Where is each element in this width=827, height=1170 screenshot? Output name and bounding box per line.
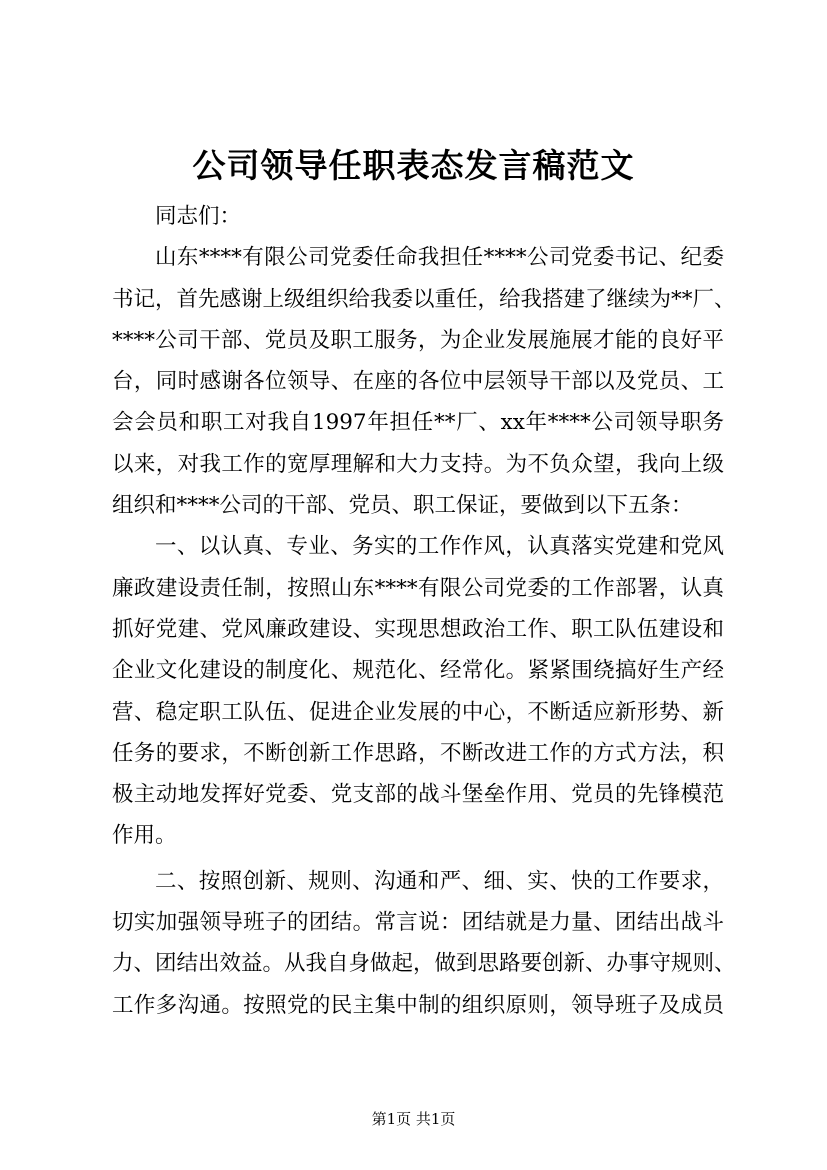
paragraph-line: 以来，对我工作的宽厚理解和大力支持。为不负众望，我向上级 (112, 451, 724, 477)
paragraph-line: 极主动地发挥好党委、党支部的战斗堡垒作用、党员的先锋模范 (112, 782, 724, 808)
paragraph-line: 台，同时感谢各位领导、在座的各位中层领导干部以及党员、工 (112, 369, 724, 395)
paragraph-line: 组织和****公司的干部、党员、职工保证，要做到以下五条： (112, 493, 693, 519)
paragraph-line: 山东****有限公司党委任命我担任****公司党委书记、纪委 (155, 245, 724, 271)
paragraph-line: 廉政建设责任制，按照山东****有限公司党委的工作部署，认真 (112, 575, 724, 601)
paragraph-line: 力、团结出效益。从我自身做起，做到思路要创新、办事守规则、 (112, 951, 736, 977)
page-footer: 第1页 共1页 (371, 1110, 456, 1128)
paragraph-line: 作用。 (112, 823, 177, 849)
paragraph-line: 营、稳定职工队伍、促进企业发展的中心，不断适应新形势、新 (112, 699, 724, 725)
document-body (112, 196, 736, 1026)
paragraph-line: 抓好党建、党风廉政建设、实现思想政治工作、职工队伍建设和 (112, 616, 724, 642)
paragraph-line: 书记，首先感谢上级组织给我委以重任，给我搭建了继续为**厂、 (112, 286, 736, 312)
paragraph-line: ****公司干部、党员及职工服务，为企业发展施展才能的良好平 (112, 327, 724, 353)
paragraph-line: 一、以认真、专业、务实的工作作风，认真落实党建和党风 (155, 534, 724, 560)
paragraph-line: 任务的要求，不断创新工作思路，不断改进工作的方式方法，积 (112, 740, 724, 766)
paragraph-line: 切实加强领导班子的团结。常言说：团结就是力量、团结出战斗 (112, 910, 724, 936)
document-title: 公司领导任职表态发言稿范文 (192, 146, 635, 185)
paragraph-line: 工作多沟通。按照党的民主集中制的组织原则，领导班子及成员 (112, 992, 724, 1018)
paragraph-line: 企业文化建设的制度化、规范化、经常化。紧紧围绕搞好生产经 (112, 658, 724, 684)
paragraph-line: 同志们： (155, 204, 242, 229)
paragraph-line: 二、按照创新、规则、沟通和严、细、实、快的工作要求， (155, 868, 724, 894)
paragraph-line: 会会员和职工对我自1997年担任**厂、xx年****公司领导职务 (112, 410, 724, 436)
